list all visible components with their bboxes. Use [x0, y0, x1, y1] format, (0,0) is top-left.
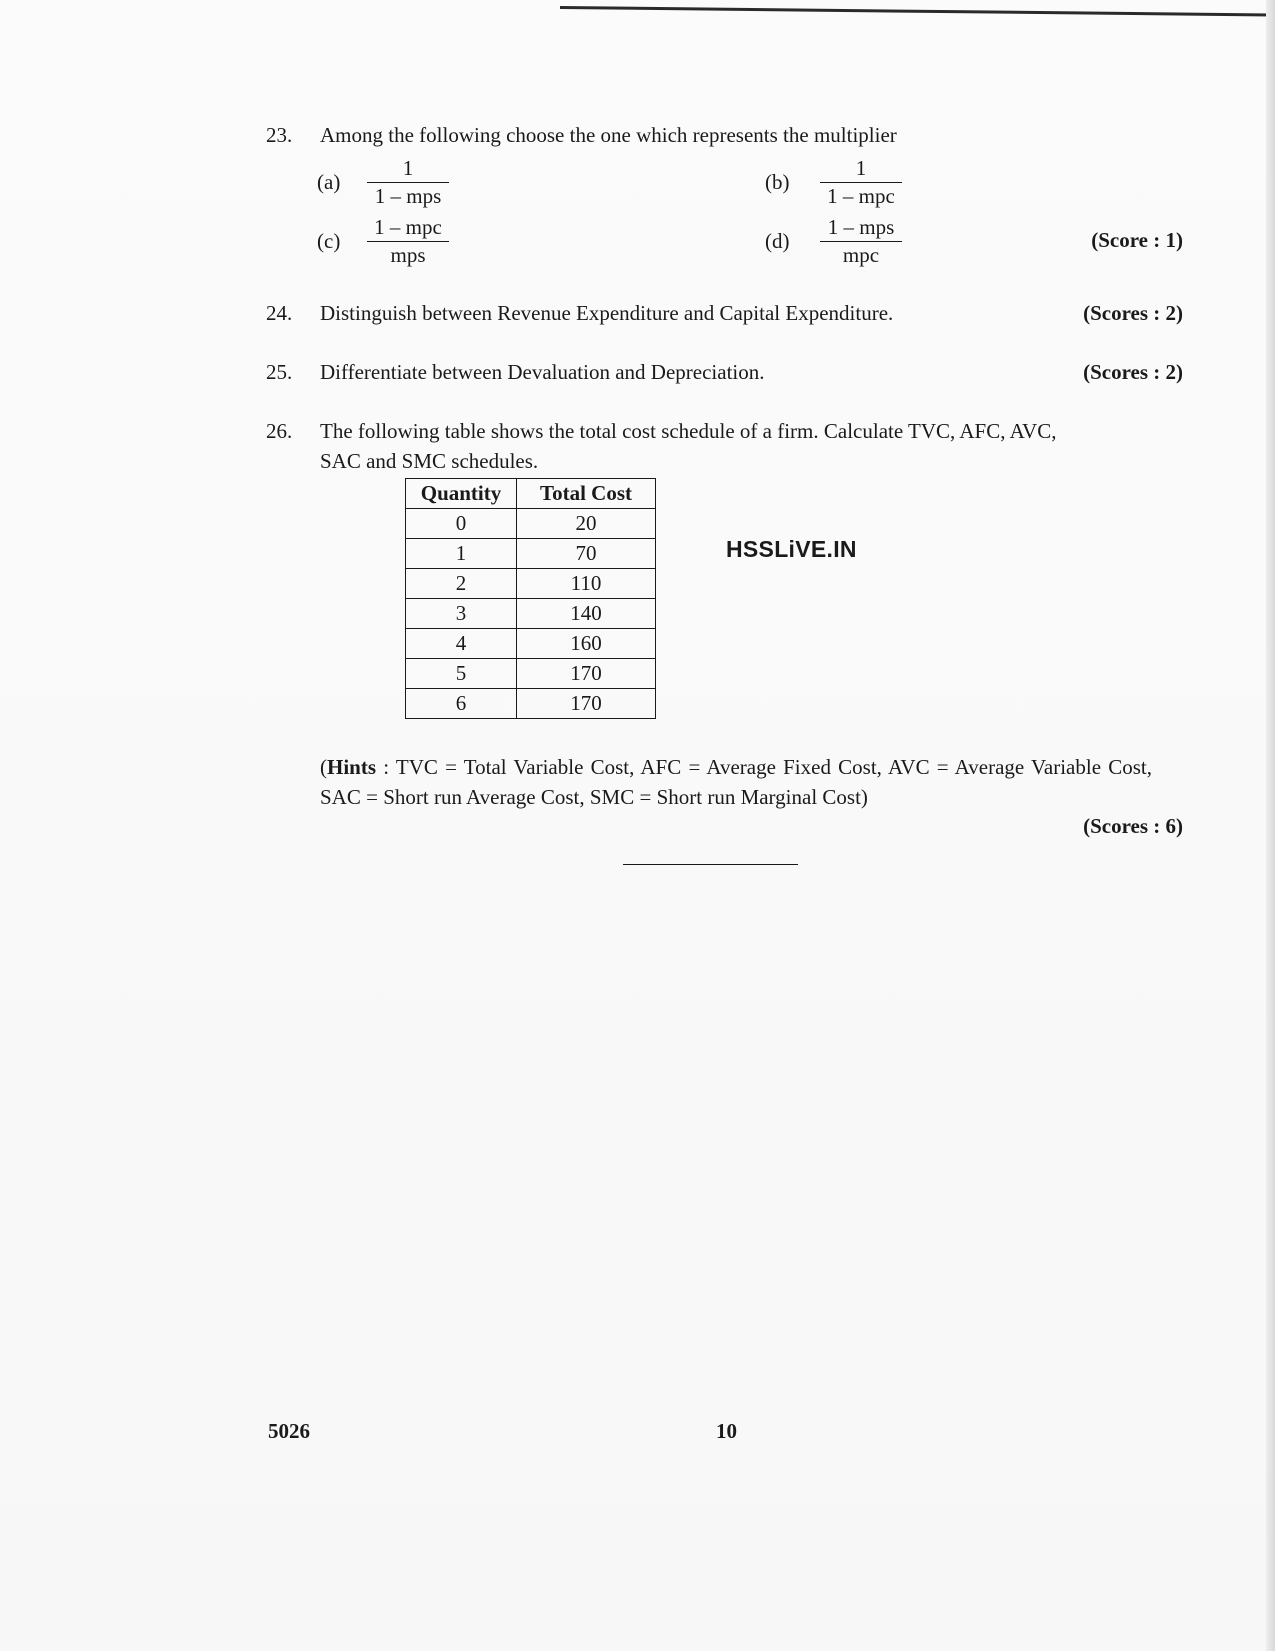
table-row	[406, 569, 656, 599]
cell-quantity: 6	[406, 689, 517, 719]
denominator: 1 – mps	[374, 184, 442, 208]
score-label: (Scores : 2)	[1083, 301, 1183, 325]
denominator: 1 – mpc	[827, 184, 895, 208]
numerator: 1	[820, 156, 902, 183]
table-row	[406, 599, 656, 629]
hints-text: : TVC = Total Variable Cost, AFC = Average Fixed Cost, AVC = Average Variable Cost, SAC = Short run Average Cost, SMC = Short run Marginal Cost)	[320, 755, 1152, 809]
cell-total-cost: 140	[517, 599, 656, 629]
question-text: Differentiate between Devaluation and Depreciation.	[320, 360, 765, 384]
cell-quantity: 0	[406, 509, 517, 539]
scan-edge-right	[1266, 0, 1275, 1651]
question-number: 25.	[266, 360, 293, 384]
question-number: 26.	[266, 419, 293, 443]
question-number: 23.	[266, 123, 293, 147]
table-row	[406, 629, 656, 659]
score-label: (Scores : 2)	[1083, 360, 1183, 384]
scan-edge-top	[560, 6, 1275, 16]
cell-quantity: 4	[406, 629, 517, 659]
table-header-row	[406, 479, 656, 509]
cell-quantity: 3	[406, 599, 517, 629]
cell-quantity: 5	[406, 659, 517, 689]
cell-total-cost: 170	[517, 659, 656, 689]
score-label: (Scores : 6)	[1083, 814, 1183, 838]
cell-total-cost: 110	[517, 569, 656, 599]
cell-total-cost: 160	[517, 629, 656, 659]
cell-total-cost: 70	[517, 539, 656, 569]
denominator: mpc	[842, 243, 880, 267]
question-text: Among the following choose the one which represents the multiplier	[320, 123, 897, 147]
question-text: Distinguish between Revenue Expenditure and Capital Expenditure.	[320, 301, 894, 325]
page-number: 10	[716, 1419, 737, 1443]
cell-total-cost: 170	[517, 689, 656, 719]
header-total-cost: Total Cost	[517, 479, 656, 509]
option-label: (a)	[317, 170, 341, 194]
numerator: 1 – mps	[820, 215, 902, 242]
table-row	[406, 659, 656, 689]
total-cost-table	[405, 478, 656, 719]
cell-total-cost: 20	[517, 509, 656, 539]
denominator: mps	[390, 243, 426, 267]
score-label: (Score : 1)	[1091, 228, 1183, 252]
question-text-line2: SAC and SMC schedules.	[320, 449, 539, 473]
numerator: 1 – mpc	[367, 215, 449, 242]
paper-code: 5026	[268, 1419, 310, 1443]
table-row	[406, 689, 656, 719]
question-text-line1: The following table shows the total cost schedule of a firm. Calculate TVC, AFC, AVC,	[320, 419, 1057, 443]
header-quantity: Quantity	[406, 479, 517, 509]
option-label: (d)	[765, 229, 790, 253]
numerator: 1	[367, 156, 449, 183]
fraction	[367, 156, 449, 209]
option-label: (c)	[317, 229, 341, 253]
hints-open-paren: (	[320, 755, 327, 779]
watermark: HSSLiVE.IN	[726, 536, 857, 562]
question-number: 24.	[266, 301, 293, 325]
hints-paragraph	[320, 752, 1152, 812]
fraction	[820, 156, 902, 209]
cell-quantity: 2	[406, 569, 517, 599]
hints-label: Hints	[327, 755, 377, 779]
table-row	[406, 509, 656, 539]
table-row	[406, 539, 656, 569]
option-label: (b)	[765, 170, 790, 194]
end-divider	[623, 864, 798, 865]
fraction	[367, 215, 449, 268]
cell-quantity: 1	[406, 539, 517, 569]
fraction	[820, 215, 902, 268]
